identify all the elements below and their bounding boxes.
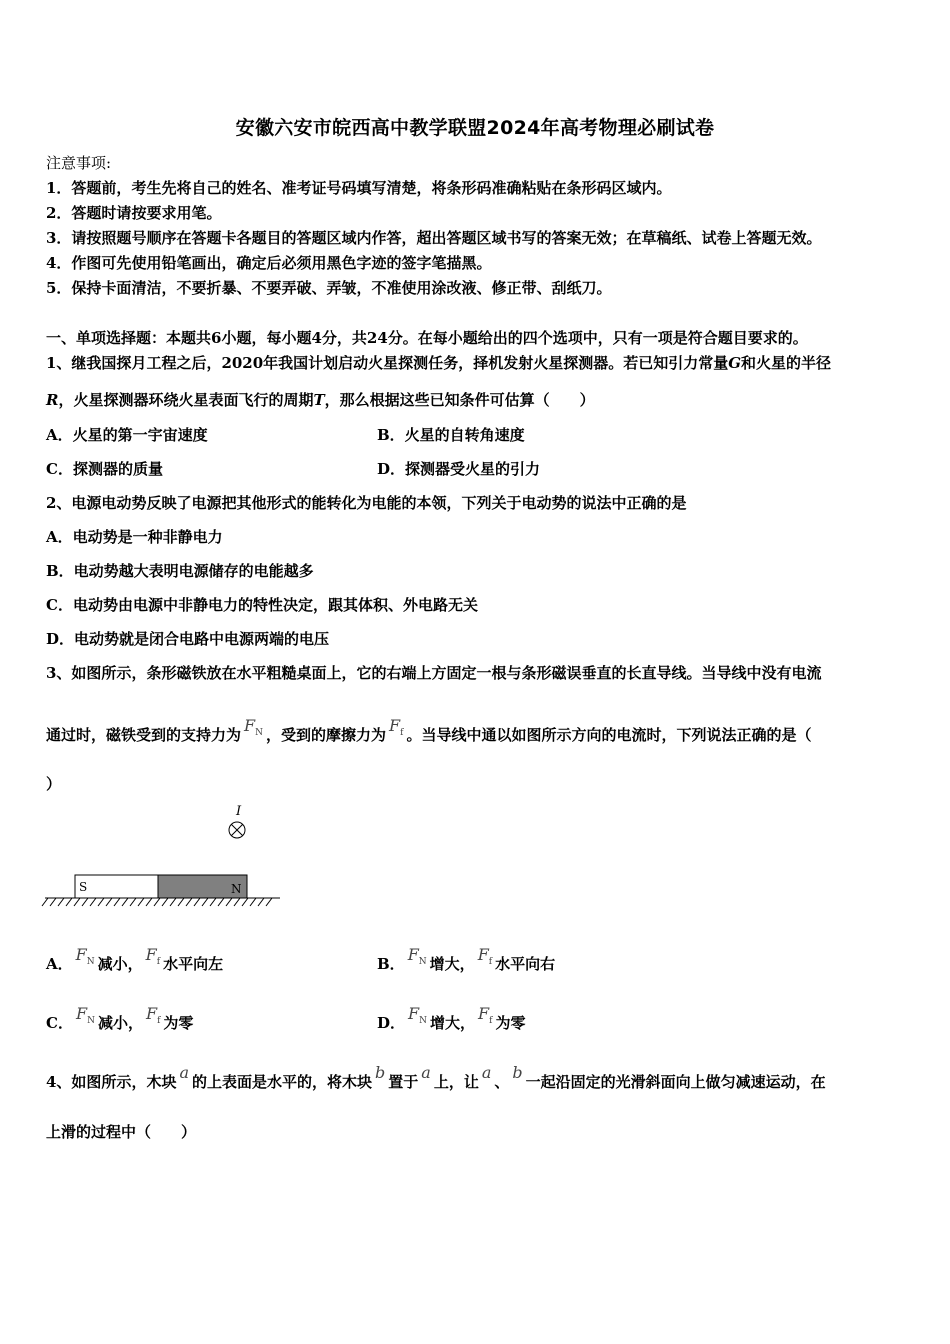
magnet-south-half: [75, 875, 158, 898]
q1-option-b[interactable]: B．火星的自转角速度: [377, 426, 525, 444]
q2-option-b[interactable]: B．电动势越大表明电源储存的电能越多: [46, 562, 314, 580]
q4-symbol-a: a: [481, 1063, 492, 1082]
q3-text-a: 通过时，磁铁受到的支持力为: [46, 726, 242, 744]
q3-option-c[interactable]: C． $F_N$ 减小， $F_f$ 为零: [46, 1004, 194, 1032]
notice-item-5: 5．保持卡面清洁，不要折暴、不要弄破、弄皱，不准使用涂改液、修正带、刮纸刀。: [46, 279, 612, 297]
hatch-mark: [74, 898, 80, 906]
q2-stem: 2、电源电动势反映了电源把其他形式的能转化为电能的本领，下列关于电动势的说法中正确的是: [46, 494, 687, 512]
hatch-mark: [162, 898, 168, 906]
hatch-mark: [226, 898, 232, 906]
fn-symbol: $F_N$: [75, 945, 95, 968]
q3-text-b: ，受到的摩擦力为: [266, 726, 387, 744]
hatch-mark: [202, 898, 208, 906]
q1-symbol-t: T: [313, 391, 325, 409]
hatch-mark: [234, 898, 240, 906]
magnet-s-label: S: [79, 880, 88, 894]
current-into-page-icon: [229, 822, 245, 838]
q3-text-c: 。当导线中通以如图所示方向的电流时，下列说法正确的是（: [406, 726, 812, 744]
fn-symbol: $F_N$: [407, 945, 427, 968]
q4-symbol-b: b: [512, 1063, 523, 1082]
magnet-n-label: N: [231, 882, 242, 896]
q2-option-a[interactable]: A．电动势是一种非静电力: [46, 528, 223, 546]
q1-option-a[interactable]: A．火星的第一宇宙速度: [46, 426, 208, 444]
q1-text-d: ，那么根据这些已知条件可估算（ ）: [324, 391, 595, 409]
hatch-mark: [138, 898, 144, 906]
q1-text-c: ，火星探测器环绕火星表面飞行的周期: [58, 391, 314, 409]
hatch-mark: [194, 898, 200, 906]
hatch-mark: [98, 898, 104, 906]
q3-option-d[interactable]: D． $F_N$ 增大， $F_f$ 为零: [377, 1004, 526, 1032]
fn-symbol: $F_N$: [75, 1004, 95, 1027]
hatch-mark: [146, 898, 152, 906]
hatch-mark: [258, 898, 264, 906]
hatch-mark: [106, 898, 112, 906]
q1-stem-line2: [46, 389, 595, 410]
notice-item-4: 4．作图可先使用铅笔画出，确定后必须用黑色字迹的签字笔描黑。: [46, 254, 492, 272]
ff-symbol: $F_f$: [145, 1004, 161, 1027]
fn-symbol: $F_N$: [408, 1004, 427, 1027]
q1-stem-line1: [46, 352, 831, 373]
notice-item-3: 3．请按照题号顺序在答题卡各题目的答题区域内作答，超出答题区域书写的答案无效；在草稿纸、试卷上答题无效。: [46, 229, 822, 247]
q4-stem-line2: 上滑的过程中（ ）: [46, 1123, 197, 1141]
q4-symbol-a: a: [179, 1063, 189, 1082]
hatch-mark: [42, 898, 48, 906]
q4-symbol-a: a: [421, 1063, 431, 1082]
hatch-mark: [178, 898, 184, 906]
q3-symbol-fn: $F_N$: [244, 716, 263, 739]
hatch-mark: [210, 898, 216, 906]
q1-option-d[interactable]: D．探测器受火星的引力: [377, 460, 541, 478]
q3-symbol-ff: $F_f$: [389, 716, 404, 739]
notice-item-2: 2．答题时请按要求用笔。: [46, 204, 222, 222]
q1-text-b: 和火星的半径: [741, 354, 832, 372]
q3-stem-line2: [46, 716, 812, 747]
q1-option-c[interactable]: C．探测器的质量: [46, 460, 163, 478]
q4-symbol-b: b: [375, 1063, 386, 1082]
hatch-mark: [218, 898, 224, 906]
hatch-mark: [250, 898, 256, 906]
q3-option-b[interactable]: B． $F_N$ 增大， $F_f$ 水平向右: [377, 945, 556, 973]
hatch-mark: [170, 898, 176, 906]
current-label: I: [236, 804, 242, 819]
hatch-mark: [122, 898, 128, 906]
notice-heading: 注意事项:: [46, 154, 112, 172]
q1-text-a: 1、继我国探月工程之后，2020年我国计划启动火星探测任务，择机发射火星探测器。若已知引力常量: [46, 354, 729, 372]
ff-symbol: $F_f$: [145, 945, 161, 968]
hatch-mark: [266, 898, 272, 906]
page-title: 安徽六安市皖西高中教学联盟2024年高考物理必刷试卷: [235, 117, 715, 139]
q4-stem-line1: 4、如图所示，木块 a 的上表面是水平的，将木块 b 置于 a 上，让 a 、 b 一起沿固定的光滑斜面向上做匀减速运动，在: [46, 1063, 826, 1091]
q3-option-a[interactable]: A． $F_N$ 减小， $F_f$ 水平向左: [46, 945, 224, 973]
hatch-mark: [242, 898, 248, 906]
q1-symbol-g: G: [728, 354, 742, 372]
ff-symbol: $F_f$: [478, 1004, 493, 1027]
hatch-mark: [186, 898, 192, 906]
q3-stem-line1: 3、如图所示，条形磁铁放在水平粗糙桌面上，它的右端上方固定一根与条形磁误垂直的长直导线。当导线中没有电流: [46, 664, 822, 682]
q2-option-c[interactable]: C．电动势由电源中非静电力的特性决定，跟其体积、外电路无关: [46, 596, 478, 614]
hatch-mark: [114, 898, 120, 906]
hatch-mark: [130, 898, 136, 906]
table-hatching: [42, 898, 272, 906]
hatch-mark: [50, 898, 56, 906]
hatch-mark: [154, 898, 160, 906]
section-heading: 一、单项选择题：本题共6小题，每小题4分，共24分。在每小题给出的四个选项中，只有一项是符合题目要求的。: [46, 329, 808, 347]
hatch-mark: [58, 898, 64, 906]
q1-symbol-r: R: [46, 391, 59, 409]
q3-stem-line3: ）: [46, 775, 62, 793]
ff-symbol: $F_f$: [477, 945, 493, 968]
hatch-mark: [66, 898, 72, 906]
hatch-mark: [90, 898, 96, 906]
hatch-mark: [82, 898, 88, 906]
q3-figure: [40, 800, 300, 915]
q2-option-d[interactable]: D．电动势就是闭合电路中电源两端的电压: [46, 630, 330, 648]
notice-item-1: 1．答题前，考生先将自己的姓名、准考证号码填写清楚，将条形码准确粘贴在条形码区域内。: [46, 179, 672, 197]
